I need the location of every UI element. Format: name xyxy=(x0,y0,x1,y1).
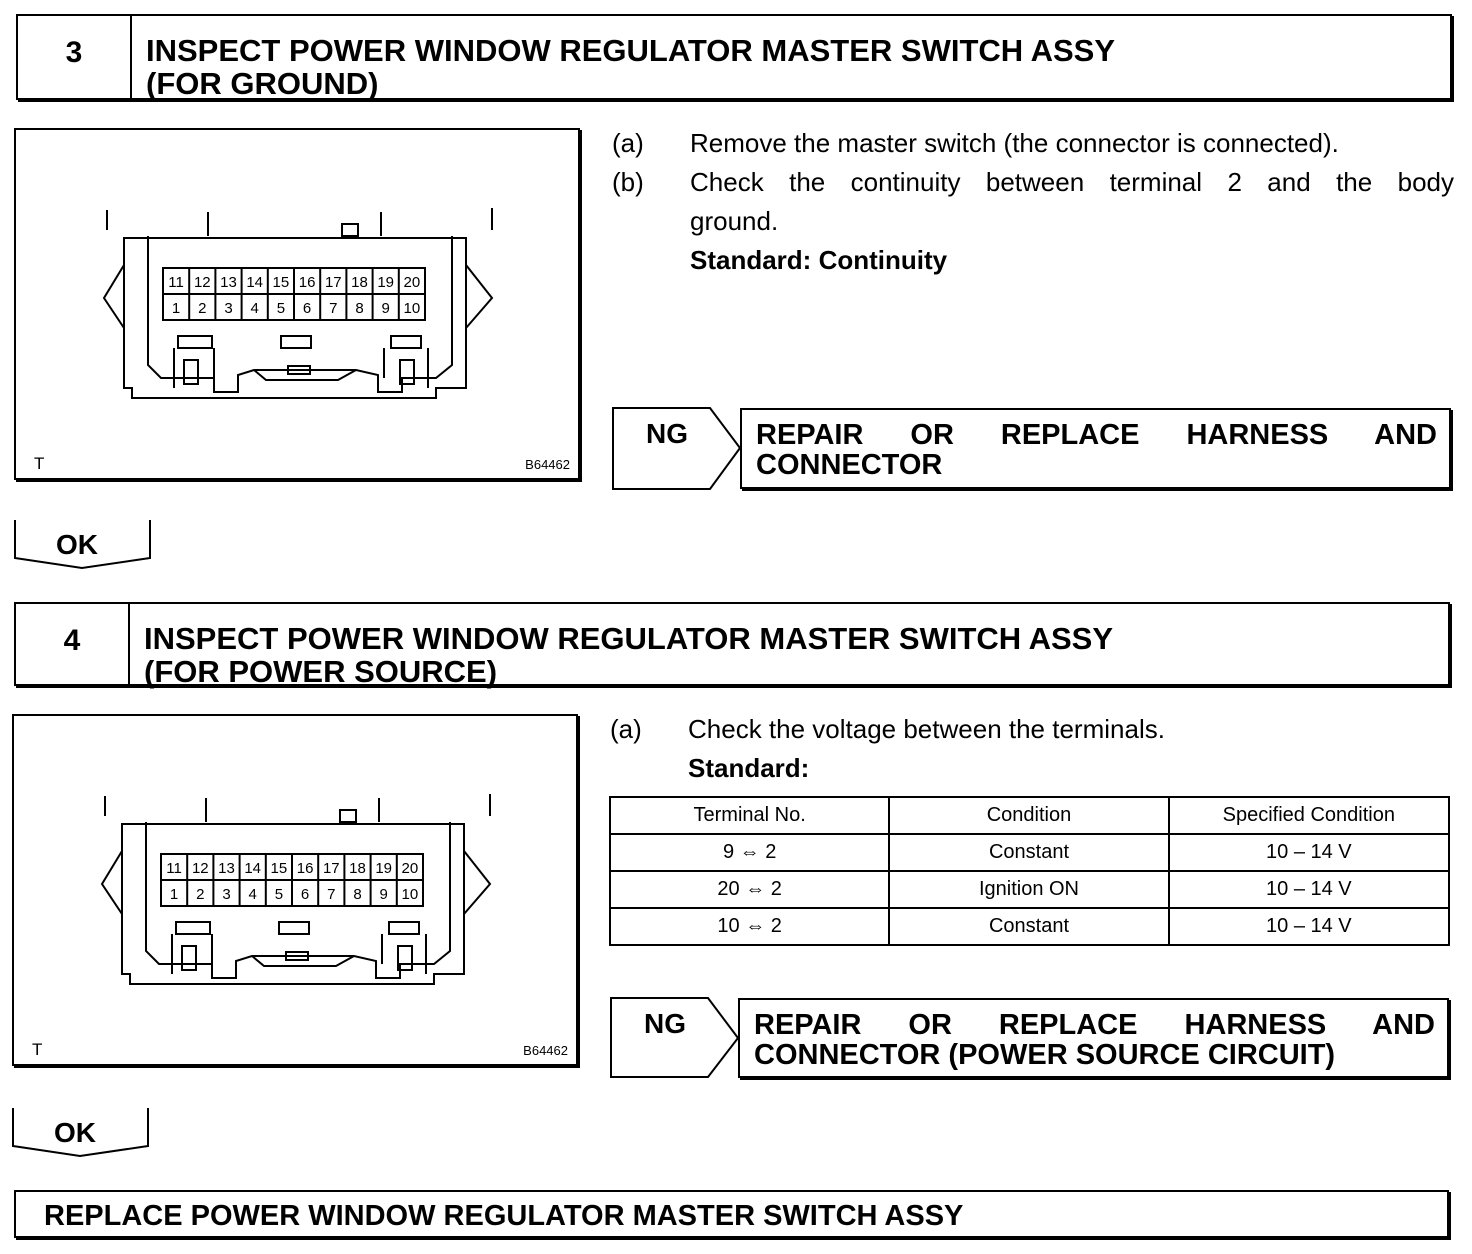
ng-label: NG xyxy=(646,418,688,449)
figure-code: B64462 xyxy=(525,457,570,472)
terminal-label: 10 xyxy=(403,300,421,317)
terminal-label: 4 xyxy=(248,886,257,903)
terminal-label: 2 xyxy=(198,300,207,317)
table-cell: Constant xyxy=(889,834,1168,871)
step-4-title: INSPECT POWER WINDOW REGULATOR MASTER SWITCH ASSY (FOR POWER SOURCE) xyxy=(144,621,1114,689)
connector-wing xyxy=(104,265,124,328)
terminal-label: 5 xyxy=(274,886,284,903)
ng-label: NG xyxy=(644,1008,686,1039)
ok-label: OK xyxy=(56,529,98,560)
terminal-label: 14 xyxy=(244,860,262,877)
instruction-a: (a) Remove the master switch (the connector is connected). xyxy=(612,128,1339,158)
terminal-label: 15 xyxy=(272,274,290,291)
step-3-title: INSPECT POWER WINDOW REGULATOR MASTER SWITCH ASSY (FOR GROUND) xyxy=(146,33,1116,101)
terminal-label: 7 xyxy=(329,300,338,317)
connector-slot xyxy=(281,336,311,348)
standard-text: Standard: xyxy=(688,753,810,783)
terminal-label: 8 xyxy=(355,300,364,317)
terminal-label: 7 xyxy=(327,886,336,903)
table-header: Specified Condition xyxy=(1169,797,1449,834)
terminal-label: 20 xyxy=(403,274,421,291)
terminal-label: 18 xyxy=(349,860,366,877)
table-header: Condition xyxy=(889,797,1168,834)
connector-slot xyxy=(176,922,210,934)
connector-slot xyxy=(391,336,421,348)
terminal-label: 1 xyxy=(169,886,179,903)
terminal-label: 10 xyxy=(401,886,419,903)
connector-wing xyxy=(466,265,492,328)
step-3-instructions: (a) Remove the master switch (the connector is connected). (b) Check the continuity between terminal 2 and the body ground. Standard: Continuity xyxy=(612,124,1454,280)
connector-diagram xyxy=(14,716,580,1068)
connector-latch xyxy=(342,224,358,236)
table-header-row xyxy=(610,797,1449,834)
step-4-header xyxy=(14,602,1450,689)
terminal-label: 12 xyxy=(191,860,209,877)
spec-table xyxy=(609,796,1450,946)
connector-rib xyxy=(174,348,428,388)
table-cell: 10 ⇔ 2 xyxy=(610,908,889,945)
terminal-label: 5 xyxy=(276,300,286,317)
table-cell: Ignition ON xyxy=(889,871,1168,908)
terminal-label: 6 xyxy=(302,300,312,317)
terminal-label: 2 xyxy=(196,886,205,903)
final-action-box: REPLACE POWER WINDOW REGULATOR MASTER SWITCH ASSY xyxy=(14,1190,1449,1238)
connector-latch xyxy=(340,810,356,822)
connector-wing xyxy=(102,851,122,914)
terminal-label: 12 xyxy=(193,274,211,291)
terminal-label: 11 xyxy=(166,860,182,877)
terminal-label: 15 xyxy=(270,860,288,877)
terminal-label: 11 xyxy=(168,274,184,291)
terminal-label: 6 xyxy=(300,886,310,903)
terminal-label: 13 xyxy=(220,274,237,291)
terminal-label: 18 xyxy=(351,274,368,291)
terminal-label: 13 xyxy=(218,860,235,877)
instruction-b: (b) Check the continuity between terminal 2 and the body xyxy=(612,167,1454,197)
terminal-label: 16 xyxy=(298,274,316,291)
table-cell: Constant xyxy=(889,908,1168,945)
table-row xyxy=(610,871,1449,908)
connector-slot xyxy=(389,922,419,934)
table-cell: 10 – 14 V xyxy=(1169,908,1449,945)
connector-rib xyxy=(172,934,426,974)
connector-slot xyxy=(178,336,212,348)
instruction-a: (a) Check the voltage between the terminals. xyxy=(610,714,1165,744)
terminal-label: 3 xyxy=(222,886,231,903)
connector-diagram xyxy=(16,130,582,482)
ok-label: OK xyxy=(54,1117,96,1148)
figure-corner-label: T xyxy=(34,454,45,473)
terminal-label: 17 xyxy=(322,860,340,877)
connector-rib xyxy=(184,360,198,384)
step-4-connector-figure xyxy=(12,714,578,1066)
step-3-header xyxy=(16,14,1452,100)
ng-result-box: REPAIR OR REPLACE HARNESS AND CONNECTOR xyxy=(740,408,1451,489)
terminal-label: 19 xyxy=(375,860,393,877)
terminal-label: 17 xyxy=(324,274,342,291)
terminal-label: 16 xyxy=(296,860,314,877)
table-cell: 10 – 14 V xyxy=(1169,871,1449,908)
terminal-label: 20 xyxy=(401,860,419,877)
connector-rib xyxy=(182,946,196,970)
table-cell: 20 ⇔ 2 xyxy=(610,871,889,908)
step-3-connector-figure xyxy=(14,128,580,480)
connector-wing xyxy=(464,851,490,914)
terminal-label: 19 xyxy=(377,274,395,291)
table-cell: 9 ⇔ 2 xyxy=(610,834,889,871)
step-3-number: 3 xyxy=(18,16,132,98)
terminal-label: 1 xyxy=(171,300,181,317)
table-row xyxy=(610,834,1449,871)
step-4-instructions xyxy=(610,710,1452,788)
terminal-label: 9 xyxy=(379,886,388,903)
terminal-label: 8 xyxy=(353,886,362,903)
table-row xyxy=(610,908,1449,945)
terminal-label: 14 xyxy=(246,274,264,291)
ng-result-box: REPAIR OR REPLACE HARNESS AND CONNECTOR (POWER SOURCE CIRCUIT) xyxy=(738,998,1449,1078)
terminal-label: 9 xyxy=(381,300,390,317)
figure-code: B64462 xyxy=(523,1043,568,1058)
terminal-label: 3 xyxy=(224,300,233,317)
connector-slot xyxy=(279,922,309,934)
figure-corner-label: T xyxy=(32,1040,43,1059)
terminal-label: 4 xyxy=(250,300,259,317)
step-4-number: 4 xyxy=(16,604,130,684)
standard-text: Standard: Continuity xyxy=(690,245,948,275)
table-header: Terminal No. xyxy=(610,797,889,834)
table-cell: 10 – 14 V xyxy=(1169,834,1449,871)
